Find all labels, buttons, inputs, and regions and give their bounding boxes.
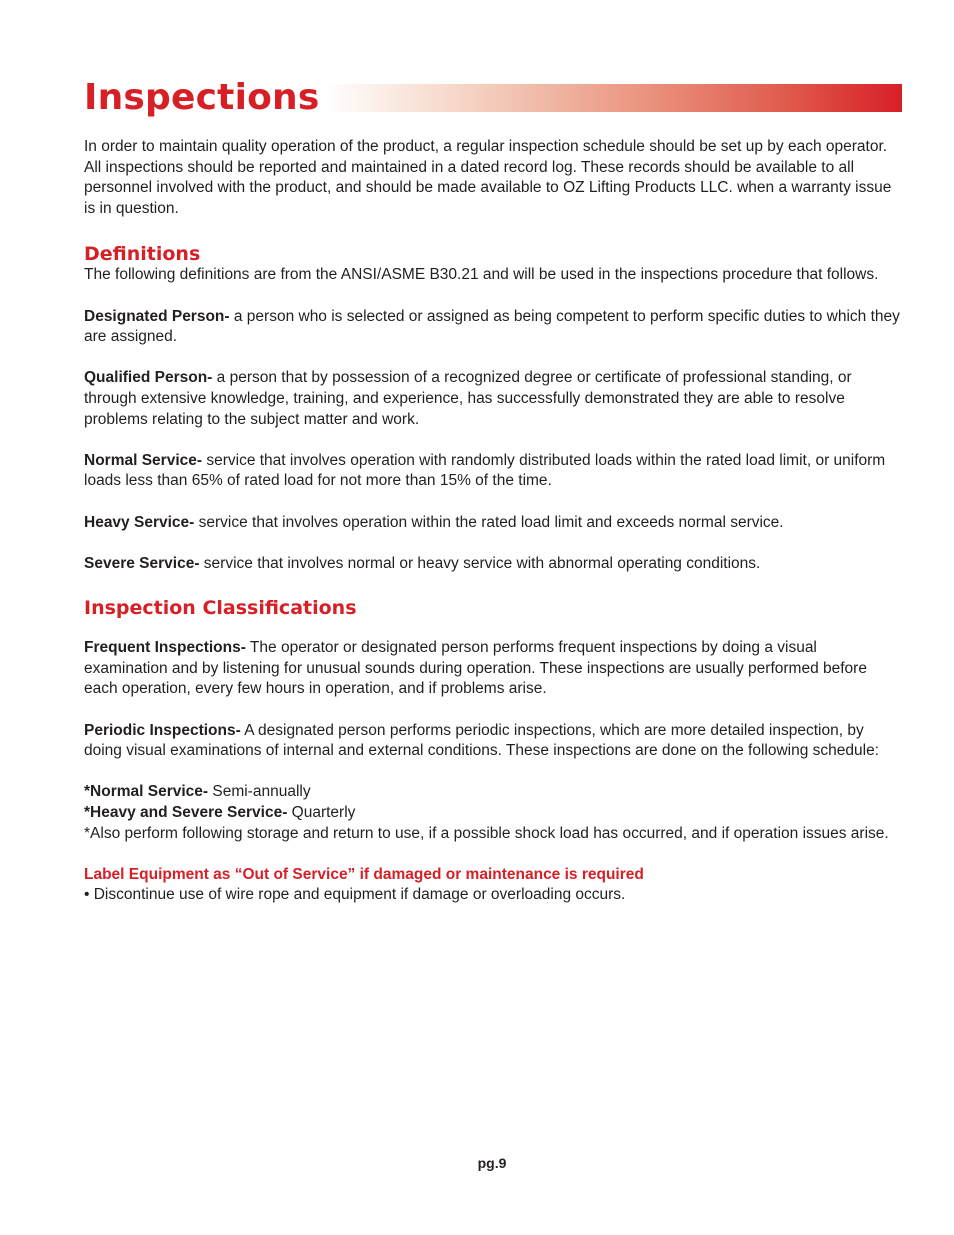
page-number: pg.9 [477, 1155, 507, 1171]
definition-term: Heavy Service- [84, 513, 195, 531]
definition-text: a person that by possession of a recognized degree or certificate of professional standing, or through extensive knowledge, training, and experience, has successfully demonstrated they are able to resolve problems relating to the subject matter and work. [84, 369, 852, 428]
definition-term: Severe Service- [84, 554, 200, 572]
definition-term: Normal Service- [84, 451, 203, 469]
definition-heavy-service [84, 513, 900, 534]
schedule-text: Semi-annually [208, 783, 311, 801]
intro-paragraph: In order to maintain quality operation of the product, a regular inspection schedule should be set up by each operator. All inspections should be reported and maintained in a dated record log. These records should be available to all personnel involved with the product, and should be made available to OZ Lifting Products LLC. when a warranty issue is in question. [84, 138, 892, 217]
classification-text: The operator or designated person performs frequent inspections by doing a visual examination and by listening for unusual sounds during operation. These inspections are usually performed before each operation, every few hours in operation, and if problems arise. [84, 639, 867, 698]
schedule-normal [84, 782, 900, 803]
definition-term: Designated Person- [84, 307, 230, 325]
warning-label: Label Equipment as “Out of Service” if damaged or maintenance is required [84, 865, 644, 883]
classification-term: Frequent Inspections- [84, 639, 246, 657]
definition-qualified-person [84, 368, 900, 430]
title-gradient-bar [324, 84, 902, 112]
schedule-note: *Also perform following storage and return to use, if a possible shock load has occurred, and if operation issues arise. [84, 824, 889, 842]
definition-term: Qualified Person- [84, 369, 213, 387]
title-row [84, 76, 900, 120]
definition-normal-service [84, 451, 900, 492]
definition-severe-service [84, 554, 900, 575]
definitions-lead: The following definitions are from the ANSI/ASME B30.21 and will be used in the inspections procedure that follows. [84, 266, 879, 284]
definition-text: service that involves operation with randomly distributed loads within the rated load limit, or uniform loads less than 65% of rated load for not more than 15% of the time. [84, 451, 886, 490]
classifications-heading: Inspection Classifications [84, 597, 357, 620]
page-title: Inspections [84, 77, 320, 118]
definitions-heading: Definitions [84, 243, 201, 266]
definition-text: service that involves operation within the rated load limit and exceeds normal service. [194, 513, 784, 531]
classification-frequent [84, 638, 900, 700]
definition-text: a person who is selected or assigned as being competent to perform specific duties to which they are assigned. [84, 307, 900, 346]
definition-designated-person [84, 307, 900, 348]
schedule-term: *Normal Service- [84, 783, 209, 801]
schedule-term: *Heavy and Severe Service- [84, 804, 288, 822]
definition-text: service that involves normal or heavy service with abnormal operating conditions. [199, 554, 761, 572]
schedule-heavy-severe [84, 803, 900, 824]
classification-term: Periodic Inspections- [84, 721, 241, 739]
warning-bullet: • Discontinue use of wire rope and equipment if damage or overloading occurs. [84, 886, 626, 904]
document-page [84, 76, 900, 906]
classification-text: A designated person performs periodic inspections, which are more detailed inspection, by doing visual examinations of internal and external conditions. These inspections are done on the following schedule: [84, 721, 880, 760]
schedule-text: Quarterly [287, 804, 356, 822]
classification-periodic [84, 721, 900, 762]
